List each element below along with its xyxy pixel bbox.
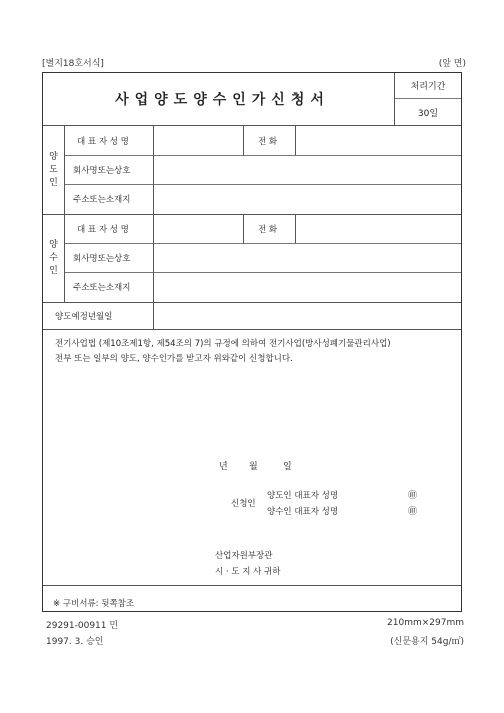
processing-period-label: 처리기간 <box>395 73 461 99</box>
transfer-date-label: 양도예정년월일 <box>55 311 113 322</box>
date-day: 일 <box>283 462 292 472</box>
date-month: 월 <box>249 462 258 472</box>
transferee-address-label: 주소또는소재지 <box>73 283 131 293</box>
transferee-phone-label: 전 화 <box>258 224 278 235</box>
application-form <box>42 72 462 612</box>
date-year: 년 <box>219 462 228 472</box>
form-code: 29291-00911 민 <box>46 621 119 631</box>
processing-period-value: 30일 <box>417 108 439 119</box>
required-documents-note: ※ 구비서류: 뒷쪽참조 <box>53 599 135 609</box>
approval-date: 1997. 3. 승인 <box>46 637 104 647</box>
recipient-minister: 산업자원부장관 <box>215 551 273 561</box>
recipient-governor: 시 · 도 지 사 귀하 <box>215 567 281 577</box>
transferee-group-label: 양 수 인 <box>43 214 65 302</box>
transferor-seal-mark: ㊞ <box>408 491 418 501</box>
transferor-signature-line: 양도인 대표자 성명 <box>267 491 339 501</box>
page-side-label: (앞 면) <box>438 59 466 69</box>
transferor-group-label: 양 도 인 <box>43 126 65 214</box>
transferee-signature-line: 양수인 대표자 성명 <box>267 507 339 517</box>
title-cell <box>43 73 395 125</box>
form-number: [별지18호서식] <box>42 59 104 69</box>
transferee-representative-label: 대 표 자 성 명 <box>77 224 129 235</box>
applicant-label: 신청인 <box>231 499 256 509</box>
title-row <box>43 73 461 126</box>
transferee-seal-mark: ㊞ <box>408 507 418 517</box>
form-title: 사업양도양수인가신청서 <box>115 92 330 108</box>
transferor-address-label: 주소또는소재지 <box>73 195 131 205</box>
paper-type: (신문용지 54g/㎡) <box>390 637 464 647</box>
application-statement: 전기사업법 (제10조제1항, 제54조의 7)의 규정에 의하여 전기사업(방사성폐기물관리사업) 전부 또는 일부의 양도, 양수인가를 받고자 위와같이 신청합니다. <box>55 339 391 364</box>
transferor-representative-label: 대 표 자 성 명 <box>77 136 129 147</box>
transferee-company-label: 회사명또는상호 <box>73 253 131 264</box>
transferor-phone-label: 전 화 <box>258 136 278 147</box>
transferor-company-label: 회사명또는상호 <box>73 165 131 176</box>
paper-size: 210mm×297mm <box>387 618 464 628</box>
